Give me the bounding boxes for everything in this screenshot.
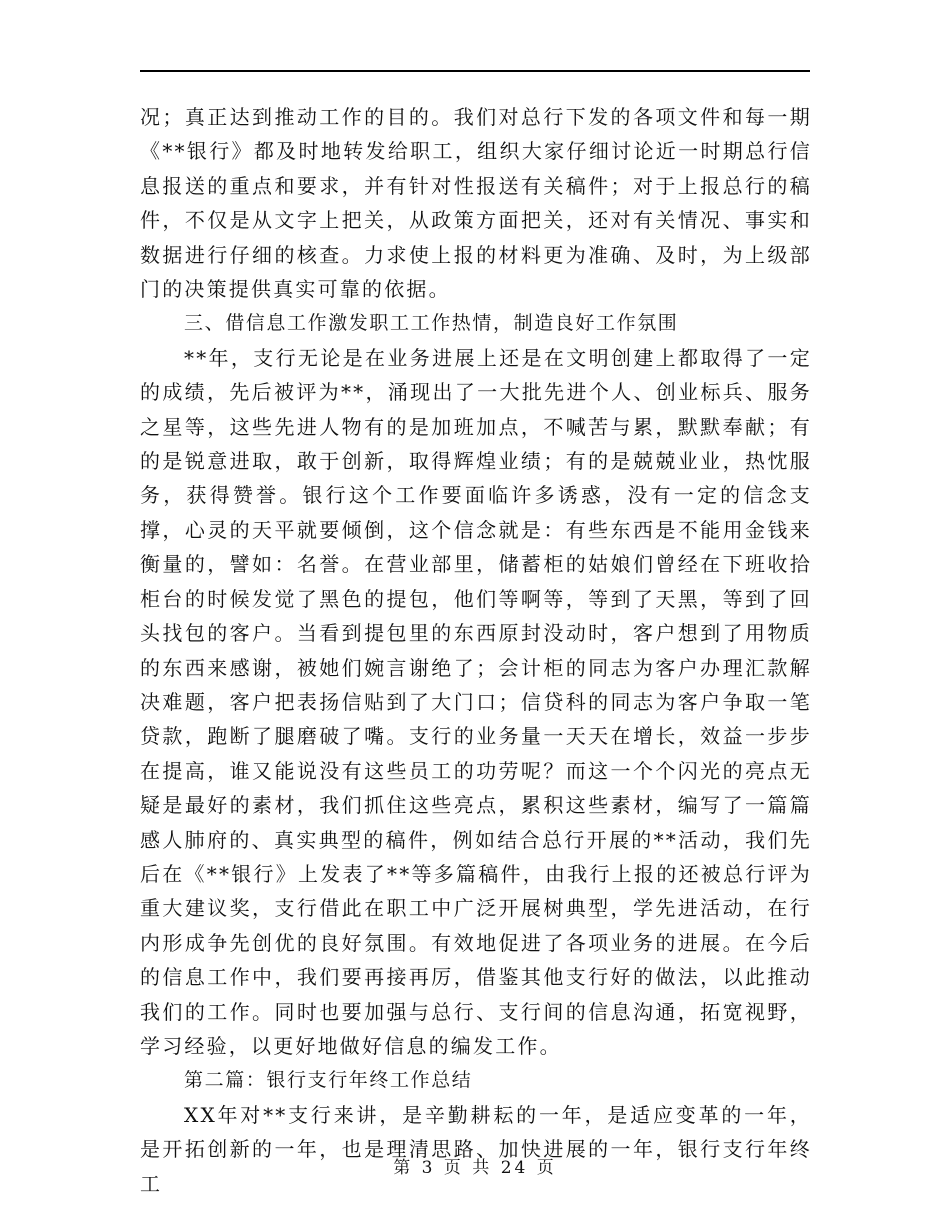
paragraph-continuation: 况；真正达到推动工作的目的。我们对总行下发的各项文件和每一期《**银行》都及时地转发给职工，组织大家仔细讨论近一时期总行信息报送的重点和要求，并有针对性报送有关稿件；对于上报总行的稿件，不仅是从文字上把关，从政策方面把关，还对有关情况、事实和数据进行仔细的核查。力求使上报的材料更为准确、及时，为上级部门的决策提供真实可靠的依据。	[140, 105, 812, 302]
document-body	[140, 100, 812, 1201]
chapter-heading-two: 第二篇：银行支行年终工作总结	[184, 1069, 473, 1092]
page-number-footer: 第 3 页 共 24 页	[393, 1158, 557, 1178]
paragraph-year-summary: XX年对**支行来讲，是辛勤耕耘的一年，是适应变革的一年，是开拓创新的一年，也是理清思路、加快进展的一年，银行支行年终工	[140, 1102, 812, 1196]
section-heading-three: 三、借信息工作激发职工工作热情，制造良好工作氛围	[184, 312, 679, 335]
header-rule	[140, 70, 810, 72]
paragraph-staff-stories: **年，支行无论是在业务进展上还是在文明创建上都取得了一定的成绩，先后被评为**，涌现出了一大批先进个人、创业标兵、服务之星等，这些先进人物有的是加班加点，不喊苦与累，默默奉献；有的是锐意进取，敢于创新，取得辉煌业绩；有的是兢兢业业，热忱服务，获得赞誉。银行这个工作要面临许多诱惑，没有一定的信念支撑，心灵的天平就要倾倒，这个信念就是：有些东西是不能用金钱来衡量的，譬如：名誉。在营业部里，储蓄柜的姑娘们曾经在下班收拾柜台的时候发觉了黑色的提包，他们等啊等，等到了天黑，等到了回头找包的客户。当看到提包里的东西原封没动时，客户想到了用物质的东西来感谢，被她们婉言谢绝了；会计柜的同志为客户办理汇款解决难题，客户把表扬信贴到了大门口；信贷科的同志为客户争取一笔贷款，跑断了腿磨破了嘴。支行的业务量一天天在增长，效益一步步在提高，谁又能说没有这些员工的功劳呢？而这一个个闪光的亮点无疑是最好的素材，我们抓住这些亮点，累积这些素材，编写了一篇篇感人肺府的、真实典型的稿件，例如结合总行开展的**活动，我们先后在《**银行》上发表了**等多篇稿件，由我行上报的还被总行评为重大建议奖，支行借此在职工中广泛开展树典型，学先进活动，在行内形成争先创优的良好氛围。有效地促进了各项业务的进展。在今后的信息工作中，我们要再接再厉，借鉴其他支行好的做法，以此推动我们的工作。同时也要加强与总行、支行间的信息沟通，拓宽视野，学习经验，以更好地做好信息的编发工作。	[140, 345, 812, 1058]
